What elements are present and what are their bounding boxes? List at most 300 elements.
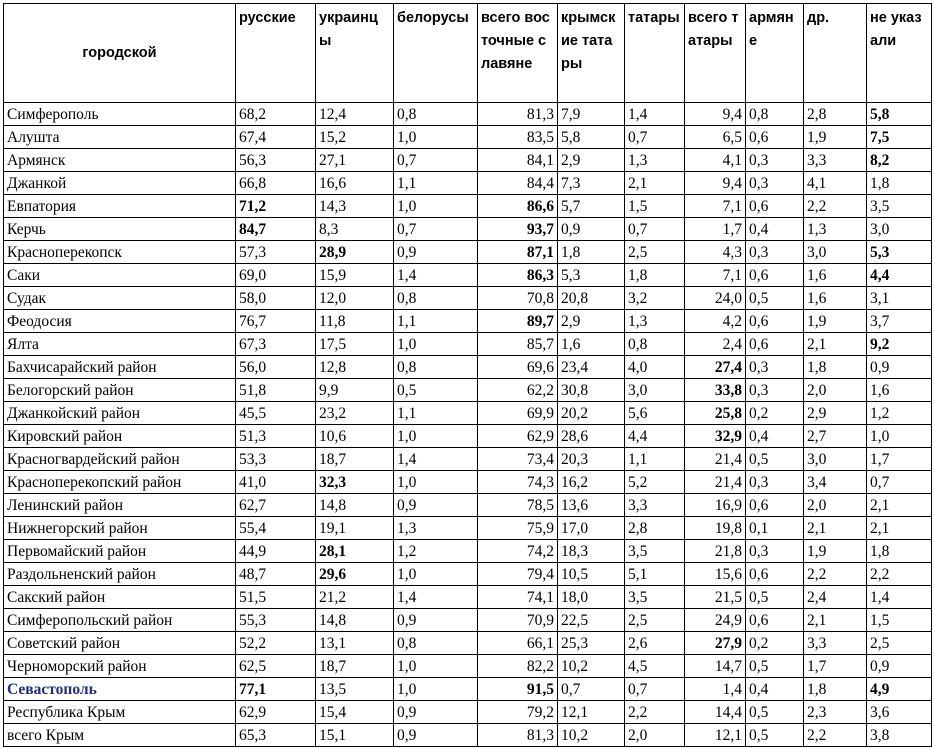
table-cell: 74,2 — [478, 540, 558, 563]
table-cell: 81,3 — [478, 103, 558, 126]
table-cell: 1,3 — [804, 218, 867, 241]
table-cell: 1,4 — [394, 264, 478, 287]
table-row — [4, 471, 932, 494]
table-cell: 1,5 — [867, 609, 932, 632]
table-cell: 19,8 — [685, 517, 746, 540]
table-cell: 1,7 — [804, 655, 867, 678]
table-cell: 0,6 — [746, 195, 804, 218]
row-label: Севастополь — [4, 678, 236, 701]
table-cell: 15,4 — [316, 701, 394, 724]
table-cell: 86,6 — [478, 195, 558, 218]
row-label: Феодосия — [4, 310, 236, 333]
row-label: всего Крым — [4, 724, 236, 747]
table-cell: 1,3 — [625, 149, 685, 172]
table-cell: 0,2 — [746, 402, 804, 425]
table-cell: 9,2 — [867, 333, 932, 356]
table-cell: 13,5 — [316, 678, 394, 701]
table-cell: 8,3 — [316, 218, 394, 241]
row-label: Армянск — [4, 149, 236, 172]
column-header: др. — [804, 4, 867, 103]
row-label: Красноперекопск — [4, 241, 236, 264]
table-cell: 10,2 — [558, 724, 625, 747]
table-cell: 85,7 — [478, 333, 558, 356]
table-cell: 69,6 — [478, 356, 558, 379]
table-cell: 79,2 — [478, 701, 558, 724]
column-header: украинцы — [316, 4, 394, 103]
table-row — [4, 310, 932, 333]
table-row — [4, 356, 932, 379]
row-label: Белогорский район — [4, 379, 236, 402]
table-cell: 1,0 — [394, 655, 478, 678]
table-cell: 1,0 — [394, 563, 478, 586]
table-cell: 3,0 — [804, 241, 867, 264]
table-cell: 0,6 — [746, 494, 804, 517]
table-row — [4, 149, 932, 172]
table-cell: 7,5 — [867, 126, 932, 149]
table-cell: 0,9 — [558, 218, 625, 241]
row-label: Советский район — [4, 632, 236, 655]
table-cell: 6,5 — [685, 126, 746, 149]
table-cell: 1,0 — [394, 678, 478, 701]
table-cell: 0,3 — [746, 172, 804, 195]
table-cell: 71,2 — [236, 195, 316, 218]
row-label: Ленинский район — [4, 494, 236, 517]
table-cell: 3,0 — [625, 379, 685, 402]
table-row — [4, 563, 932, 586]
table-cell: 14,4 — [685, 701, 746, 724]
table-cell: 23,4 — [558, 356, 625, 379]
table-cell: 41,0 — [236, 471, 316, 494]
table-cell: 18,3 — [558, 540, 625, 563]
table-cell: 3,3 — [804, 149, 867, 172]
table-cell: 0,4 — [746, 678, 804, 701]
table-cell: 70,9 — [478, 609, 558, 632]
table-cell: 87,1 — [478, 241, 558, 264]
row-label: Сакский район — [4, 586, 236, 609]
table-cell: 25,8 — [685, 402, 746, 425]
table-cell: 1,8 — [558, 241, 625, 264]
table-cell: 51,5 — [236, 586, 316, 609]
table-cell: 1,0 — [394, 425, 478, 448]
table-cell: 2,2 — [625, 701, 685, 724]
table-cell: 14,3 — [316, 195, 394, 218]
table-row — [4, 586, 932, 609]
table-cell: 1,4 — [625, 103, 685, 126]
table-cell: 0,8 — [394, 632, 478, 655]
table-cell: 2,1 — [867, 517, 932, 540]
table-cell: 93,7 — [478, 218, 558, 241]
table-cell: 1,6 — [804, 287, 867, 310]
table-cell: 1,8 — [867, 172, 932, 195]
table-cell: 1,8 — [804, 356, 867, 379]
table-cell: 0,9 — [867, 356, 932, 379]
table-cell: 0,7 — [625, 126, 685, 149]
table-row — [4, 402, 932, 425]
table-cell: 13,6 — [558, 494, 625, 517]
table-cell: 1,7 — [867, 448, 932, 471]
row-label: Нижнегорский район — [4, 517, 236, 540]
table-cell: 3,5 — [625, 586, 685, 609]
table-cell: 1,8 — [867, 540, 932, 563]
table-row — [4, 103, 932, 126]
table-cell: 2,4 — [685, 333, 746, 356]
table-cell: 0,6 — [746, 333, 804, 356]
table-cell: 0,3 — [746, 471, 804, 494]
table-cell: 89,7 — [478, 310, 558, 333]
table-cell: 0,9 — [394, 241, 478, 264]
table-cell: 10,6 — [316, 425, 394, 448]
table-cell: 3,1 — [867, 287, 932, 310]
table-cell: 2,5 — [867, 632, 932, 655]
column-header: не указали — [867, 4, 932, 103]
table-cell: 7,9 — [558, 103, 625, 126]
table-cell: 1,0 — [394, 333, 478, 356]
table-cell: 0,4 — [746, 218, 804, 241]
table-row — [4, 379, 932, 402]
table-row — [4, 425, 932, 448]
row-label: Джанкой — [4, 172, 236, 195]
table-cell: 3,3 — [625, 494, 685, 517]
table-cell: 30,8 — [558, 379, 625, 402]
column-header: всего восточные славяне — [478, 4, 558, 103]
row-label: Республика Крым — [4, 701, 236, 724]
table-row — [4, 172, 932, 195]
table-cell: 15,2 — [316, 126, 394, 149]
table-cell: 81,3 — [478, 724, 558, 747]
table-cell: 1,1 — [394, 172, 478, 195]
table-cell: 28,6 — [558, 425, 625, 448]
column-header: татары — [625, 4, 685, 103]
table-cell: 1,0 — [394, 195, 478, 218]
table-cell: 68,2 — [236, 103, 316, 126]
table-cell: 23,2 — [316, 402, 394, 425]
table-cell: 1,2 — [394, 540, 478, 563]
table-cell: 67,3 — [236, 333, 316, 356]
table-cell: 4,2 — [685, 310, 746, 333]
table-cell: 7,1 — [685, 264, 746, 287]
table-cell: 1,0 — [394, 471, 478, 494]
table-cell: 17,5 — [316, 333, 394, 356]
table-cell: 28,1 — [316, 540, 394, 563]
table-cell: 56,0 — [236, 356, 316, 379]
table-cell: 4,4 — [867, 264, 932, 287]
table-cell: 5,8 — [867, 103, 932, 126]
table-row — [4, 287, 932, 310]
table-cell: 33,8 — [685, 379, 746, 402]
header-row — [4, 4, 932, 103]
table-cell: 10,5 — [558, 563, 625, 586]
table-cell: 15,1 — [316, 724, 394, 747]
table-cell: 12,8 — [316, 356, 394, 379]
table-cell: 5,3 — [867, 241, 932, 264]
table-cell: 2,1 — [804, 333, 867, 356]
column-header: русские — [236, 4, 316, 103]
table-row — [4, 195, 932, 218]
table-cell: 0,5 — [746, 586, 804, 609]
table-cell: 2,5 — [625, 241, 685, 264]
table-cell: 1,4 — [867, 586, 932, 609]
table-cell: 1,6 — [558, 333, 625, 356]
table-cell: 2,9 — [804, 402, 867, 425]
table-cell: 16,9 — [685, 494, 746, 517]
table-cell: 56,3 — [236, 149, 316, 172]
table-cell: 3,7 — [867, 310, 932, 333]
table-cell: 0,8 — [394, 103, 478, 126]
table-cell: 0,7 — [558, 678, 625, 701]
table-cell: 1,0 — [867, 425, 932, 448]
table-cell: 5,2 — [625, 471, 685, 494]
table-cell: 74,1 — [478, 586, 558, 609]
table-cell: 82,2 — [478, 655, 558, 678]
table-cell: 12,1 — [558, 701, 625, 724]
table-cell: 55,3 — [236, 609, 316, 632]
table-cell: 83,5 — [478, 126, 558, 149]
table-cell: 0,3 — [746, 149, 804, 172]
table-cell: 79,4 — [478, 563, 558, 586]
table-row — [4, 609, 932, 632]
table-cell: 69,0 — [236, 264, 316, 287]
table-cell: 28,9 — [316, 241, 394, 264]
table-cell: 5,1 — [625, 563, 685, 586]
table-cell: 18,0 — [558, 586, 625, 609]
row-label: Судак — [4, 287, 236, 310]
table-cell: 2,9 — [558, 310, 625, 333]
table-cell: 16,2 — [558, 471, 625, 494]
table-cell: 74,3 — [478, 471, 558, 494]
table-cell: 18,7 — [316, 655, 394, 678]
table-cell: 2,4 — [804, 586, 867, 609]
table-body — [4, 103, 932, 747]
table-cell: 2,0 — [804, 494, 867, 517]
table-cell: 2,2 — [804, 195, 867, 218]
table-cell: 3,0 — [804, 448, 867, 471]
table-cell: 75,9 — [478, 517, 558, 540]
table-cell: 22,5 — [558, 609, 625, 632]
column-header: армяне — [746, 4, 804, 103]
row-label: Саки — [4, 264, 236, 287]
row-label: Первомайский район — [4, 540, 236, 563]
table-row — [4, 701, 932, 724]
table-cell: 77,1 — [236, 678, 316, 701]
table-cell: 1,1 — [394, 402, 478, 425]
row-label: Бахчисарайский район — [4, 356, 236, 379]
row-label: Кировский район — [4, 425, 236, 448]
column-header: белорусы — [394, 4, 478, 103]
table-cell: 2,3 — [804, 701, 867, 724]
table-cell: 53,3 — [236, 448, 316, 471]
table-cell: 14,8 — [316, 494, 394, 517]
table-cell: 0,6 — [746, 310, 804, 333]
table-cell: 2,2 — [867, 563, 932, 586]
table-cell: 4,1 — [685, 149, 746, 172]
column-header: всего татары — [685, 4, 746, 103]
table-cell: 67,4 — [236, 126, 316, 149]
table-cell: 55,4 — [236, 517, 316, 540]
header-corner: городской — [4, 4, 236, 103]
table-cell: 27,4 — [685, 356, 746, 379]
table-cell: 2,1 — [804, 517, 867, 540]
table-cell: 12,0 — [316, 287, 394, 310]
table-cell: 1,9 — [804, 310, 867, 333]
table-cell: 3,5 — [625, 540, 685, 563]
table-cell: 29,6 — [316, 563, 394, 586]
table-cell: 4,0 — [625, 356, 685, 379]
table-cell: 14,8 — [316, 609, 394, 632]
table-cell: 73,4 — [478, 448, 558, 471]
table-cell: 0,8 — [394, 356, 478, 379]
table-cell: 20,8 — [558, 287, 625, 310]
table-cell: 19,1 — [316, 517, 394, 540]
table-cell: 25,3 — [558, 632, 625, 655]
table-cell: 65,3 — [236, 724, 316, 747]
table-cell: 0,5 — [746, 724, 804, 747]
table-cell: 0,3 — [746, 379, 804, 402]
table-cell: 12,4 — [316, 103, 394, 126]
table-cell: 2,1 — [867, 494, 932, 517]
table-cell: 0,3 — [746, 356, 804, 379]
table-cell: 1,1 — [394, 310, 478, 333]
table-cell: 66,8 — [236, 172, 316, 195]
table-cell: 0,6 — [746, 609, 804, 632]
table-row — [4, 126, 932, 149]
table-cell: 13,1 — [316, 632, 394, 655]
table-cell: 1,7 — [685, 218, 746, 241]
table-cell: 5,8 — [558, 126, 625, 149]
table-cell: 66,1 — [478, 632, 558, 655]
table-row — [4, 218, 932, 241]
table-cell: 4,4 — [625, 425, 685, 448]
row-label: Алушта — [4, 126, 236, 149]
table-cell: 16,6 — [316, 172, 394, 195]
table-cell: 8,2 — [867, 149, 932, 172]
table-cell: 4,1 — [804, 172, 867, 195]
table-cell: 1,3 — [394, 517, 478, 540]
table-cell: 2,8 — [625, 517, 685, 540]
table-cell: 0,6 — [746, 126, 804, 149]
table-cell: 78,5 — [478, 494, 558, 517]
table-cell: 0,9 — [867, 655, 932, 678]
table-cell: 84,1 — [478, 149, 558, 172]
table-cell: 58,0 — [236, 287, 316, 310]
table-cell: 9,4 — [685, 103, 746, 126]
table-row — [4, 241, 932, 264]
table-cell: 0,8 — [746, 103, 804, 126]
table-cell: 62,9 — [478, 425, 558, 448]
table-cell: 84,4 — [478, 172, 558, 195]
table-row — [4, 724, 932, 747]
table-cell: 51,8 — [236, 379, 316, 402]
table-cell: 2,6 — [625, 632, 685, 655]
table-cell: 1,2 — [867, 402, 932, 425]
table-cell: 2,9 — [558, 149, 625, 172]
table-cell: 0,9 — [394, 609, 478, 632]
table-cell: 1,8 — [804, 678, 867, 701]
table-row — [4, 333, 932, 356]
table-cell: 62,9 — [236, 701, 316, 724]
table-cell: 0,7 — [394, 149, 478, 172]
table-cell: 3,6 — [867, 701, 932, 724]
table-cell: 0,9 — [394, 724, 478, 747]
table-cell: 0,4 — [746, 425, 804, 448]
table-cell: 0,7 — [625, 678, 685, 701]
table-cell: 27,1 — [316, 149, 394, 172]
table-cell: 76,7 — [236, 310, 316, 333]
table-cell: 3,2 — [625, 287, 685, 310]
table-cell: 32,9 — [685, 425, 746, 448]
table-cell: 0,5 — [746, 655, 804, 678]
table-cell: 91,5 — [478, 678, 558, 701]
table-cell: 1,4 — [394, 586, 478, 609]
table-cell: 15,9 — [316, 264, 394, 287]
table-cell: 2,0 — [625, 724, 685, 747]
table-cell: 2,2 — [804, 563, 867, 586]
table-cell: 2,1 — [804, 609, 867, 632]
table-cell: 1,6 — [804, 264, 867, 287]
table-cell: 86,3 — [478, 264, 558, 287]
table-cell: 21,5 — [685, 586, 746, 609]
table-cell: 1,3 — [625, 310, 685, 333]
table-cell: 44,9 — [236, 540, 316, 563]
table-row — [4, 494, 932, 517]
table-cell: 27,9 — [685, 632, 746, 655]
table-cell: 10,2 — [558, 655, 625, 678]
row-label: Ялта — [4, 333, 236, 356]
row-label: Черноморский район — [4, 655, 236, 678]
row-label: Симферополь — [4, 103, 236, 126]
table-cell: 0,8 — [625, 333, 685, 356]
table-cell: 62,2 — [478, 379, 558, 402]
row-label: Керчь — [4, 218, 236, 241]
table-cell: 0,9 — [394, 494, 478, 517]
row-label: Евпатория — [4, 195, 236, 218]
table-cell: 18,7 — [316, 448, 394, 471]
table-cell: 4,3 — [685, 241, 746, 264]
table-cell: 7,3 — [558, 172, 625, 195]
table-cell: 69,9 — [478, 402, 558, 425]
table-cell: 17,0 — [558, 517, 625, 540]
table-cell: 0,8 — [394, 287, 478, 310]
table-cell: 2,8 — [804, 103, 867, 126]
ethnic-composition-table — [3, 3, 932, 747]
table-cell: 12,1 — [685, 724, 746, 747]
table-cell: 52,2 — [236, 632, 316, 655]
table-cell: 70,8 — [478, 287, 558, 310]
table-row — [4, 632, 932, 655]
table-row — [4, 517, 932, 540]
table-cell: 14,7 — [685, 655, 746, 678]
table-cell: 9,9 — [316, 379, 394, 402]
table-cell: 3,4 — [804, 471, 867, 494]
table-cell: 1,4 — [394, 448, 478, 471]
table-cell: 0,5 — [394, 379, 478, 402]
table-cell: 3,8 — [867, 724, 932, 747]
table-cell: 2,1 — [625, 172, 685, 195]
table-row — [4, 678, 932, 701]
table-cell: 4,5 — [625, 655, 685, 678]
table-cell: 20,3 — [558, 448, 625, 471]
table-cell: 62,7 — [236, 494, 316, 517]
table-cell: 1,4 — [685, 678, 746, 701]
table-cell: 1,0 — [394, 126, 478, 149]
table-cell: 62,5 — [236, 655, 316, 678]
table-cell: 0,3 — [746, 540, 804, 563]
table-cell: 45,5 — [236, 402, 316, 425]
table-row — [4, 655, 932, 678]
table-cell: 2,2 — [804, 724, 867, 747]
table-cell: 3,3 — [804, 632, 867, 655]
table-cell: 21,4 — [685, 448, 746, 471]
table-cell: 0,6 — [746, 264, 804, 287]
